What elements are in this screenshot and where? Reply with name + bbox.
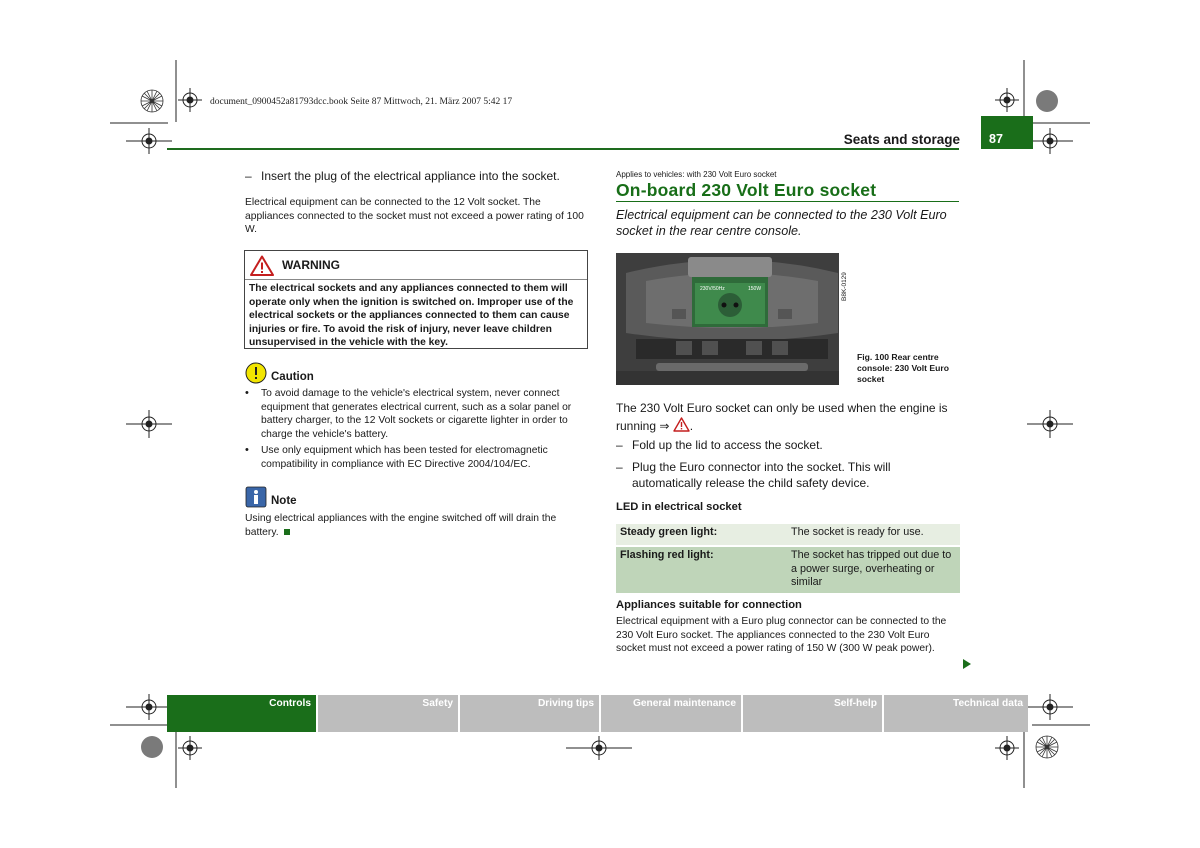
plug-connector-step <box>616 460 960 491</box>
euro-socket-photo <box>616 253 848 385</box>
chapter-tabs <box>167 695 1028 732</box>
warning-triangle-icon <box>250 255 274 276</box>
figure-code: B8K-0129 <box>841 272 848 301</box>
para-end: . <box>689 418 694 433</box>
table-row <box>616 547 960 593</box>
tab-general-maintenance[interactable]: General maintenance <box>601 695 741 732</box>
para-text: The 230 Volt Euro socket can only be used when the engine is running ⇒ <box>616 401 948 433</box>
header-rule <box>167 148 959 150</box>
socket-label-power: 150W <box>748 286 762 292</box>
step-text: Plug the Euro connector into the socket. This will automatically release the child safety device. <box>632 460 891 490</box>
tab-safety[interactable]: Safety <box>318 695 458 732</box>
applies-to: Applies to vehicles: with 230 Volt Euro socket <box>616 170 777 179</box>
caution-bullets <box>245 387 588 471</box>
appliances-heading: Appliances suitable for connection <box>616 599 802 611</box>
engine-running-para <box>616 401 960 434</box>
dash-marker: – <box>616 460 623 474</box>
led-heading: LED in electrical socket <box>616 501 742 513</box>
warning-header <box>245 251 587 280</box>
appliances-text: Electrical equipment with a Euro plug connector can be connected to the 230 Volt Euro socket. The appliances connected to the 230 Volt Euro socket must not exceed a power rating of 150 W (300 W peak power). <box>616 616 947 654</box>
figure-caption: Fig. 100 Rear centre console: 230 Volt Euro socket <box>857 352 950 384</box>
continue-arrow-icon <box>962 657 972 675</box>
dash-marker: – <box>616 438 623 452</box>
socket-label-voltage: 230V/50Hz <box>700 286 725 292</box>
caution-icon <box>245 362 267 389</box>
led-table <box>616 522 960 595</box>
bullet-marker: • <box>245 444 249 456</box>
warning-text: The electrical sockets and any appliances connected to them will operate only when the ignition is switched on. Improper use of the electrical sockets or the appliances connected to them can cause injuries or fire. To avoid the risk of injury, never leave children unsupervised in the vehicle with the key. <box>249 283 574 348</box>
warning-triangle-icon <box>673 417 690 432</box>
insert-plug-step <box>245 169 588 185</box>
bullet-marker: • <box>245 387 249 399</box>
note-text: Using electrical appliances with the engine switched off will drain the battery. <box>245 513 557 538</box>
table-key: Steady green light: <box>616 524 787 545</box>
caution-bullet <box>245 444 588 471</box>
end-square-icon <box>284 529 290 535</box>
note-body <box>245 512 588 539</box>
print-slug: document_0900452a81793dcc.book Seite 87 Mittwoch, 21. März 2007 5:42 17 <box>210 97 513 107</box>
tab-self-help[interactable]: Self-help <box>743 695 882 732</box>
warning-box <box>244 250 588 349</box>
table-value: The socket is ready for use. <box>787 524 960 545</box>
page-number: 87 <box>981 116 1033 149</box>
tab-controls[interactable]: Controls <box>167 695 316 732</box>
table-key: Flashing red light: <box>616 547 787 593</box>
caution-title: Caution <box>271 371 314 383</box>
table-value: The socket has tripped out due to a power surge, overheating or similar <box>787 547 960 593</box>
tab-driving-tips[interactable]: Driving tips <box>460 695 599 732</box>
heading-rule <box>616 201 959 202</box>
paragraph-12v: Electrical equipment can be connected to the 12 Volt socket. The appliances connected to the socket must not exceed a power rating of 100 W. <box>245 197 584 235</box>
step-text: Fold up the lid to access the socket. <box>632 438 823 452</box>
bullet-text: Use only equipment which has been tested for electromagnetic compatibility in compliance with EC Directive 2004/104/EC. <box>261 445 548 470</box>
step-text: Insert the plug of the electrical appliance into the socket. <box>261 169 560 183</box>
lead-text: Electrical equipment can be connected to the 230 Volt Euro socket in the rear centre console. <box>616 208 947 238</box>
caution-bullet <box>245 387 588 441</box>
warning-title: WARNING <box>282 258 340 272</box>
tab-technical-data[interactable]: Technical data <box>884 695 1028 732</box>
section-title: Seats and storage <box>843 132 960 147</box>
info-icon <box>245 486 267 513</box>
section-heading: On-board 230 Volt Euro socket <box>616 180 877 200</box>
dash-marker: – <box>245 169 252 183</box>
fold-lid-step <box>616 438 960 454</box>
note-title: Note <box>271 495 297 507</box>
bullet-text: To avoid damage to the vehicle's electrical system, never connect equipment that generates electrical current, such as a solar panel or battery charger, to the 12 Volt sockets or cigarette lighter in order to charge the vehicle's battery. <box>261 388 572 440</box>
table-row <box>616 524 960 545</box>
